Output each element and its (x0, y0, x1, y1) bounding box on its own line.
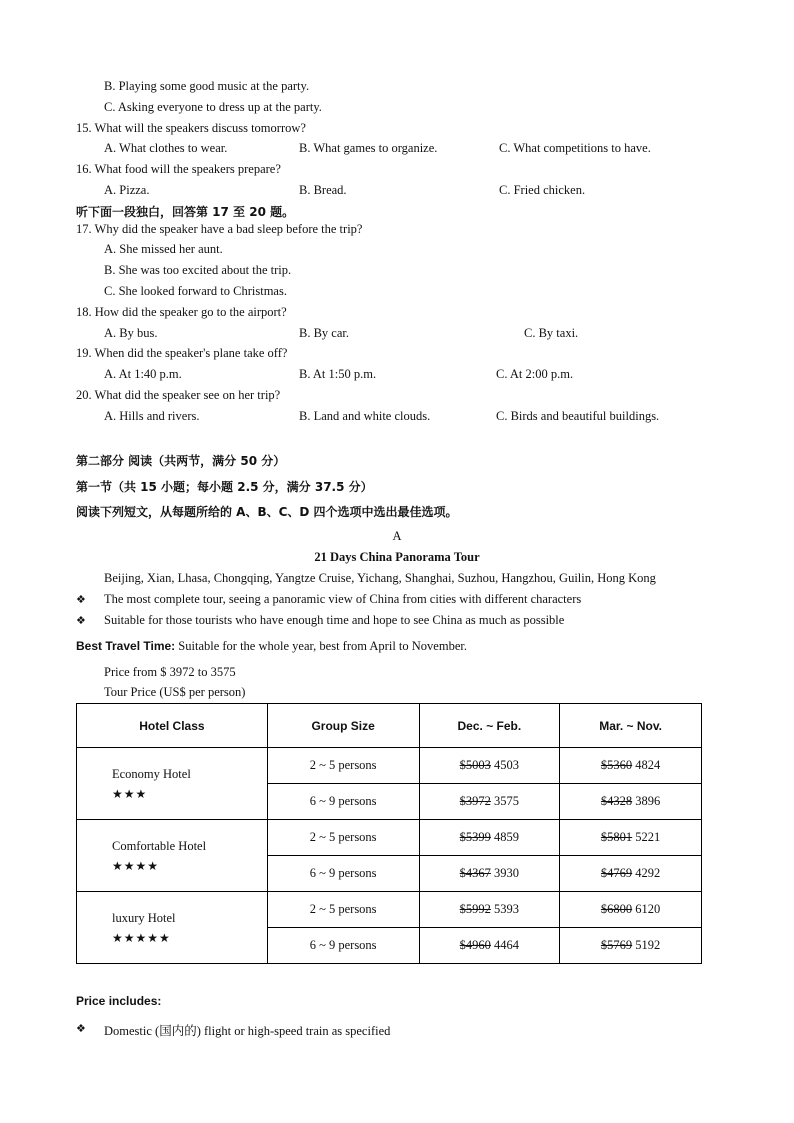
new-price: 4503 (490, 758, 520, 772)
table-row (77, 820, 702, 856)
tour-cities: Beijing, Xian, Lhasa, Chongqing, Yangtze Cruise, Yichang, Shanghai, Suzhou, Hangzhou, Guilin, Hong Kong (104, 571, 656, 585)
old-price: $6800 (600, 902, 633, 916)
q19-option-b: B. At 1:50 p.m. (299, 367, 377, 381)
hotel-name: luxury Hotel (112, 910, 176, 925)
header-hotel-class: Hotel Class (77, 704, 268, 748)
reading-section-title: 第一节（共 15 小题；每小题 2.5 分，满分 37.5 分） (76, 480, 373, 494)
header-mar-nov: Mar. ~ Nov. (560, 704, 702, 748)
table-header-row (77, 704, 702, 748)
price-includes-label: Price includes: (76, 994, 162, 1008)
new-price: 4859 (490, 830, 520, 844)
old-price: $4960 (459, 938, 491, 952)
new-price: 5192 (632, 938, 661, 952)
q19-option-a: A. At 1:40 p.m. (104, 367, 182, 381)
passage-title: 21 Days China Panorama Tour (314, 550, 480, 564)
hotel-name: Economy Hotel (112, 766, 191, 781)
q18-option-a: A. By bus. (104, 326, 158, 340)
q14-option-c: C. Asking everyone to dress up at the party. (104, 100, 322, 114)
old-price: $5360 (600, 758, 633, 772)
q16-question: 16. What food will the speakers prepare? (76, 162, 281, 176)
new-price: 4464 (490, 938, 520, 952)
old-price: $5003 (459, 758, 491, 772)
q18-question: 18. How did the speaker go to the airport? (76, 305, 287, 319)
table-row (77, 892, 702, 928)
reading-part-title: 第二部分 阅读（共两节，满分 50 分） (76, 454, 286, 468)
dec-feb-price (419, 892, 560, 928)
new-price: 3896 (632, 794, 661, 808)
hotel-class-cell (77, 892, 268, 964)
new-price: 3575 (490, 794, 520, 808)
price-table (76, 703, 702, 964)
old-price: $3972 (459, 794, 491, 808)
mar-nov-price (560, 892, 702, 928)
q20-option-a: A. Hills and rivers. (104, 409, 200, 423)
diamond-bullet-icon: ❖ (76, 593, 86, 606)
group-size: 2 ~ 5 persons (267, 748, 419, 784)
old-price: $5769 (600, 938, 633, 952)
q18-option-b: B. By car. (299, 326, 349, 340)
q15-option-c: C. What competitions to have. (499, 141, 651, 155)
header-group-size: Group Size (267, 704, 419, 748)
q14-option-b: B. Playing some good music at the party. (104, 79, 310, 93)
hotel-class-cell (77, 748, 268, 820)
star-rating-icon: ★★★★★ (112, 930, 171, 945)
group-size: 6 ~ 9 persons (267, 856, 419, 892)
q20-option-b: B. Land and white clouds. (299, 409, 431, 423)
hotel-name: Comfortable Hotel (112, 838, 207, 853)
q17-option-b: B. She was too excited about the trip. (104, 263, 292, 277)
mar-nov-price (560, 928, 702, 964)
q19-question: 19. When did the speaker's plane take off? (76, 346, 288, 360)
diamond-bullet-icon: ❖ (76, 1022, 86, 1035)
old-price: $4769 (600, 866, 633, 880)
old-price: $5399 (459, 830, 491, 844)
bullet-item (76, 613, 565, 628)
q17-option-a: A. She missed her aunt. (104, 242, 223, 256)
header-dec-feb: Dec. ~ Feb. (419, 704, 560, 748)
new-price: 5393 (490, 902, 520, 916)
q17-question: 17. Why did the speaker have a bad sleep before the trip? (76, 222, 363, 236)
includes-item: Domestic (国内的) flight or high-speed train as specified (104, 1024, 391, 1038)
old-price: $4328 (600, 794, 633, 808)
q15-question: 15. What will the speakers discuss tomorrow? (76, 121, 306, 135)
q16-option-c: C. Fried chicken. (499, 183, 586, 197)
dec-feb-price (419, 784, 560, 820)
new-price: 4824 (632, 758, 661, 772)
hotel-class-cell (77, 820, 268, 892)
q15-option-b: B. What games to organize. (299, 141, 438, 155)
reading-instruction: 阅读下列短文，从每题所给的 A、B、C、D 四个选项中选出最佳选项。 (76, 505, 458, 519)
group-size: 6 ~ 9 persons (267, 928, 419, 964)
q19-option-c: C. At 2:00 p.m. (496, 367, 574, 381)
old-price: $4367 (459, 866, 491, 880)
bullet-item (76, 592, 582, 607)
mar-nov-price (560, 856, 702, 892)
dec-feb-price (419, 928, 560, 964)
best-time-label: Best Travel Time: (76, 639, 176, 653)
star-rating-icon: ★★★★ (112, 858, 160, 873)
bullet-text: The most complete tour, seeing a panoramic view of China from cities with different characters (104, 592, 582, 606)
mar-nov-price (560, 784, 702, 820)
dec-feb-price (419, 820, 560, 856)
q15-option-a: A. What clothes to wear. (104, 141, 228, 155)
q20-question: 20. What did the speaker see on her trip? (76, 388, 281, 402)
star-rating-icon: ★★★ (112, 786, 148, 801)
bullet-item (76, 1021, 391, 1038)
group-size: 2 ~ 5 persons (267, 892, 419, 928)
mar-nov-price (560, 748, 702, 784)
q20-option-c: C. Birds and beautiful buildings. (496, 409, 660, 423)
table-row (77, 748, 702, 784)
q16-option-b: B. Bread. (299, 183, 347, 197)
tour-price-caption: Tour Price (US$ per person) (104, 685, 246, 699)
old-price: $5992 (459, 902, 491, 916)
q17-option-c: C. She looked forward to Christmas. (104, 284, 287, 298)
new-price: 3930 (490, 866, 520, 880)
new-price: 5221 (632, 830, 661, 844)
diamond-bullet-icon: ❖ (76, 614, 86, 627)
q16-option-a: A. Pizza. (104, 183, 150, 197)
price-range: Price from $ 3972 to 3575 (104, 665, 236, 679)
best-time-text: Suitable for the whole year, best from April to November. (175, 639, 467, 653)
new-price: 6120 (632, 902, 661, 916)
old-price: $5801 (600, 830, 633, 844)
bullet-text: Suitable for those tourists who have enough time and hope to see China as much as possible (104, 613, 565, 627)
passage-letter: A (392, 529, 402, 543)
q18-option-c: C. By taxi. (524, 326, 579, 340)
group-size: 2 ~ 5 persons (267, 820, 419, 856)
monologue-instruction: 听下面一段独白，回答第 17 至 20 题。 (76, 205, 295, 219)
mar-nov-price (560, 820, 702, 856)
dec-feb-price (419, 856, 560, 892)
new-price: 4292 (632, 866, 661, 880)
dec-feb-price (419, 748, 560, 784)
best-travel-time (76, 639, 467, 654)
group-size: 6 ~ 9 persons (267, 784, 419, 820)
